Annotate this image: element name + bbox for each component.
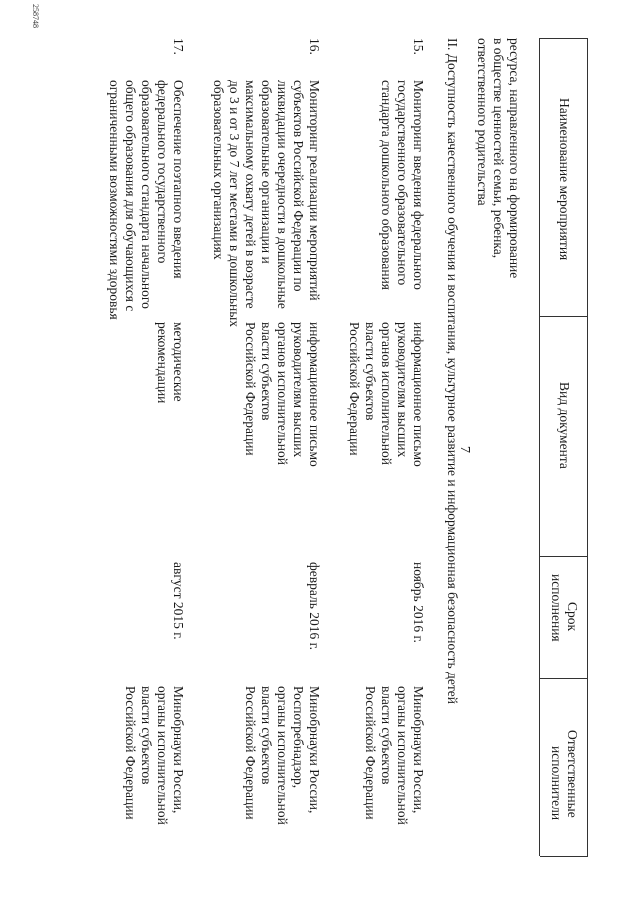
row-name-line: Обеспечение поэтапного введения: [171, 80, 186, 279]
row-term: август 2015 г.: [171, 562, 186, 640]
row-doc-line: органов исполнительной: [379, 322, 394, 465]
section-title: II. Доступность качественного обучения и воспитания, культурное развитие и информационная безопасность детей: [445, 38, 460, 704]
row-name-line: ограниченными возможностями здоровья: [107, 80, 122, 320]
row-doc-line: органов исполнительной: [275, 322, 290, 465]
row-doc-line: информационное письмо: [307, 322, 322, 467]
row-resp-line: Минобрнауки России,: [171, 686, 186, 814]
row-doc-line: власти субъектов: [363, 322, 378, 421]
table-top-border: [587, 38, 588, 856]
row-name-line: государственного образовательного: [395, 80, 410, 286]
row-term: февраль 2016 г.: [307, 562, 322, 651]
row-name-line: образовательного стандарта начального: [139, 80, 154, 309]
row-doc-line: руководителям высших: [291, 322, 306, 458]
continuation-line: в обществе ценностей семьи, ребенка,: [491, 38, 506, 259]
continuation-line: ответственного родительства: [475, 38, 490, 206]
row-name-line: ликвидации очередности в дошкольные: [275, 80, 290, 309]
row-resp-line: власти субъектов: [259, 686, 274, 785]
row-doc-line: власти субъектов: [259, 322, 274, 421]
row-doc-line: Российской Федерации: [347, 322, 362, 456]
row-name-line: субъектов Российской Федерации по: [291, 80, 306, 292]
row-resp-line: органы исполнительной: [395, 686, 410, 825]
row-number: 17.: [171, 38, 186, 55]
row-doc-line: руководителям высших: [395, 322, 410, 458]
row-name-line: максимальному охвату детей в возрасте: [243, 80, 258, 309]
row-number: 15.: [411, 38, 426, 55]
row-name-line: стандарта дошкольного образования: [379, 80, 394, 291]
divider-term-resp: [540, 678, 588, 679]
row-resp-line: Российской Федерации: [363, 686, 378, 820]
row-doc-line: методические: [171, 322, 186, 402]
header-term-line-2: исполнения: [549, 574, 564, 642]
row-name-line: Мониторинг реализации мероприятий: [307, 80, 322, 301]
row-name-line: образовательных организациях: [211, 80, 226, 260]
continuation-line: ресурса, направленного на формирование: [507, 38, 522, 279]
row-resp-line: власти субъектов: [139, 686, 154, 785]
table-left-border: [540, 38, 588, 39]
row-resp-line: органы исполнительной: [275, 686, 290, 825]
row-name-line: до 3 и от 3 до 7 лет местами в дошкольных: [227, 80, 242, 328]
row-name-line: образовательные организации и: [259, 80, 274, 264]
row-term: ноябрь 2016 г.: [411, 562, 426, 643]
header-resp-line-1: Ответственные: [565, 730, 580, 818]
table-right-border: [540, 856, 588, 857]
row-resp-line: органы исполнительной: [155, 686, 170, 825]
header-doc: Вид документа: [557, 382, 572, 469]
header-name: Наименование мероприятия: [557, 98, 572, 261]
row-doc-line: информационное письмо: [411, 322, 426, 467]
row-resp-line: Российской Федерации: [123, 686, 138, 820]
divider-name-doc: [540, 316, 588, 317]
row-name-line: федерального государственного: [155, 80, 170, 264]
row-name-line: Мониторинг введения федерального: [411, 80, 426, 290]
header-term-line-1: Срок: [565, 602, 580, 632]
row-doc-line: Российской Федерации: [243, 322, 258, 456]
header-bottom-border: [539, 38, 540, 856]
row-number: 16.: [307, 38, 322, 55]
row-resp-line: Российской Федерации: [243, 686, 258, 820]
row-resp-line: власти субъектов: [379, 686, 394, 785]
header-resp-line-2: исполнители: [549, 746, 564, 821]
side-number: 258748: [31, 4, 40, 28]
row-resp-line: Роспотребнадзор,: [291, 686, 306, 789]
page-number: 7: [457, 446, 472, 453]
row-doc-line: рекомендации: [155, 322, 170, 404]
divider-doc-term: [540, 556, 588, 557]
row-resp-line: Минобрнауки России,: [307, 686, 322, 814]
row-name-line: общего образования для обучающихся с: [123, 80, 138, 312]
row-resp-line: Минобрнауки России,: [411, 686, 426, 814]
